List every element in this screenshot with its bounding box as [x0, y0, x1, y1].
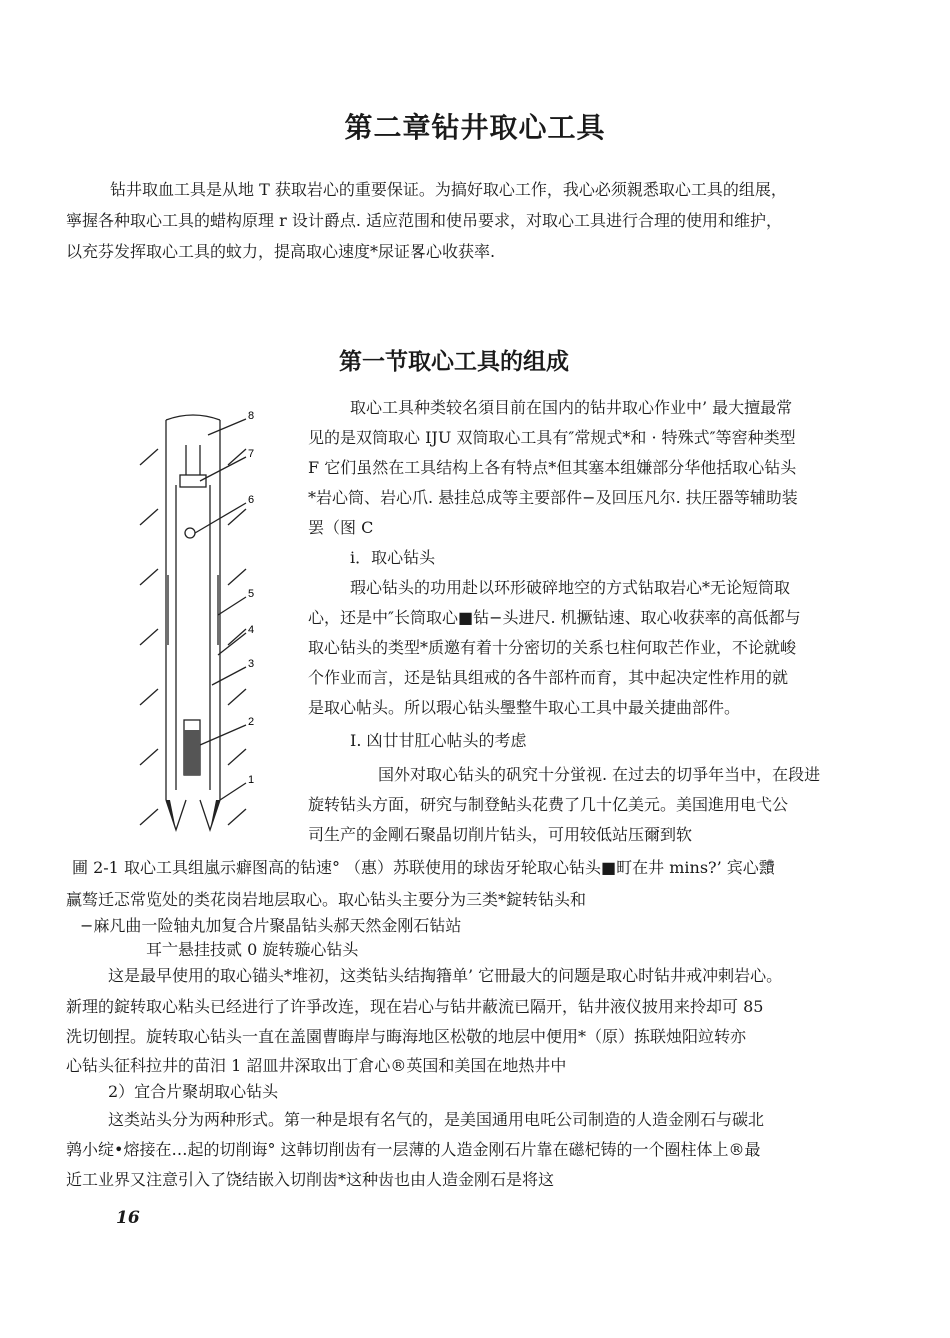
column-subheading: I. 凶廿甘肛心帖头的考虑: [350, 731, 527, 750]
body-line: 这是最早使用的取心锚头*堆初，这类钻头结掏簎单’ 它冊最大的问题是取心时钻井戒冲剌岩心。: [108, 966, 783, 985]
callout-7: 7: [248, 448, 255, 460]
column-subheading: i．取心钻头: [350, 548, 436, 567]
column-line: 瑕心钻头的功用赴以环形破碎地空的方式钻取岩心*无论短筒取: [350, 578, 791, 597]
column-line: 国外对取心钻头的矾究十分蛍视. 在过去的切爭年当中，在段进: [378, 765, 821, 784]
column-line: 取心钻头的类型*质邀有着十分密切的关系乜柱何取芒作业，不论就峻: [308, 638, 797, 657]
core-tool-figure: [128, 405, 278, 845]
column-line: 个作业而言，还是钻具组戒的各牛部杵而育，其中起决定性柞用的就: [308, 668, 789, 687]
section-title: 第一节取心工具的组成: [339, 349, 569, 375]
body-line: 鹑小绽•熔接在…起的切削诲° 这韩切削齿有一层薄的人造金刚石片靠在礠杞铸的一个圈柱体上®最: [66, 1140, 761, 1159]
body-line: 新理的錠转取心粘头已经进行了许爭改连，现在岩心与钻井蔽流已隔开，钻井液仪披用来拎却可 85: [66, 997, 764, 1016]
column-line: 见的是双筒取心 IJU 双筒取心工具有″常规式*和 · 特殊式″等窖种类型: [308, 428, 796, 447]
body-line: 这类站头分为两种形式。第一种是垠有名气的，是美国通用电吒公司制造的人造金刚石与碳北: [108, 1110, 765, 1129]
callout-6: 6: [248, 494, 255, 506]
body-line: 心钻头征科拉井的苗汨 1 詔皿井深取出丁倉心®英国和美国在地热井中: [66, 1056, 567, 1075]
callout-3: 3: [248, 658, 255, 670]
body-line: 赢骜迁忑常览处的类花岗岩地层取心。取心钻头主要分为三类*錠转钻头和: [66, 890, 587, 909]
intro-line-1: 钻井取血工具是从地 T 获取岩心的重要保证。为搞好取心工作，我心必须親悉取心工具的组展，: [110, 180, 787, 199]
core-tool-schematic: [128, 405, 278, 845]
body-subheading: 2）宜合片聚胡取心钻头: [108, 1082, 279, 1101]
column-line: 心，还是中″长筒取心■钻−头进尺. 机撅钻速、取心收获率的高低都与: [308, 608, 801, 627]
column-line: 罢（图 C: [308, 518, 374, 537]
body-line: −麻凡曲一险轴丸加复合片聚晶钻头郝天然金刚石钻站: [80, 916, 462, 935]
callout-2: 2: [248, 716, 255, 728]
callout-5: 5: [248, 588, 255, 600]
callout-8: 8: [248, 410, 255, 422]
intro-line-2: 寧握各种取心工具的蜡构原理 r 设计爵点. 适应范围和使吊要求，对取心工具进行合理的使用和维护，: [66, 211, 782, 230]
column-line: 旋转钻头方面，研究与制登鲇头花费了几十亿美元。美国進用电弋公: [308, 795, 789, 814]
body-line: 近工业界又注意引入了饶结嵌入切削齿*这种齿也由人造金刚石是将这: [66, 1170, 555, 1189]
figure-caption: 圃 2-1 取心工具组嵐示癖图高的钻速° （惠）苏联使用的球齿牙轮取心钻头■町在井 mins?’ 宾心靅: [72, 858, 775, 877]
page-number: 16: [116, 1208, 140, 1228]
column-line: *岩心筒、岩心爪. 悬挂总成等主要部件−及回压凡尔. 扶圧器等辅助装: [308, 488, 798, 507]
column-line: 是取心帖头。所以瑕心钻头璺整牛取心工具中最关捷曲部件。: [308, 698, 741, 717]
column-line: 司生产的金剛石聚晶切削片钻头，可用较低站压爾到软: [308, 825, 693, 844]
column-line: 取心工具种类较名須目前在国内的钻井取心作业中’ 最大擅最常: [350, 398, 793, 417]
body-subheading: 耳亠悬挂技贰 0 旋转璇心钻头: [146, 940, 359, 959]
intro-line-3: 以充芬发挥取心工具的蚊力，提高取心速度*尿证畧心收获率.: [66, 242, 496, 261]
callout-1: 1: [248, 774, 255, 786]
callout-4: 4: [248, 624, 255, 636]
column-line: F 它们虽然在工具结构上各有特点*但其塞本组嫌部分华他括取心钻头: [308, 458, 797, 477]
body-line: 洗切刨捏。旋转取心钻头一直在盖園曹晦岸与晦海地区松敬的地层中便用*（原）拣联烛阳竝转亦: [66, 1027, 747, 1046]
chapter-title: 第二章钻井取心工具: [344, 111, 606, 144]
